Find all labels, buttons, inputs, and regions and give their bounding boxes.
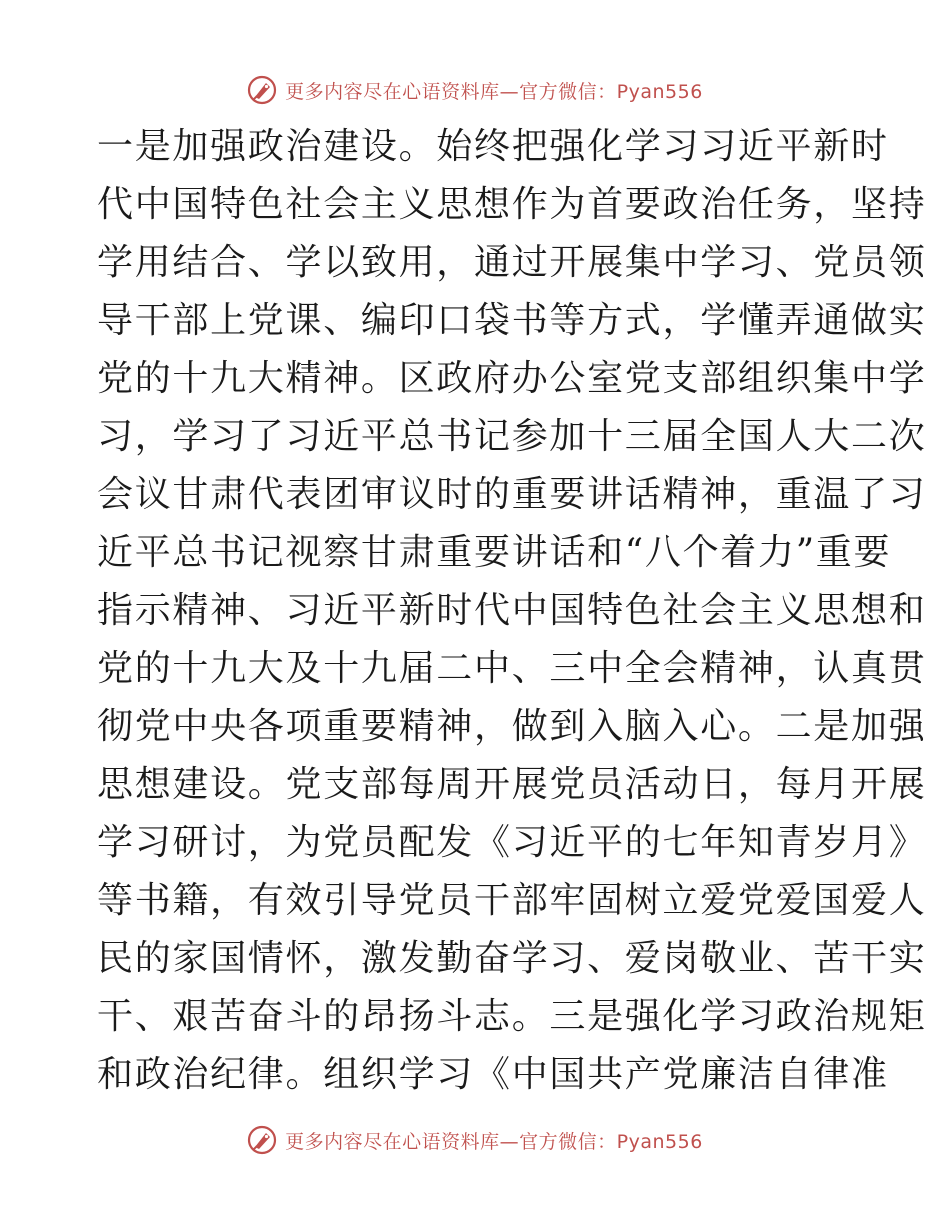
text-line: 习，学习了习近平总书记参加十三届全国人大二次: [97, 416, 927, 457]
text-line: 思想建设。党支部每周开展党员活动日，每月开展: [97, 764, 927, 805]
footer-watermark-text: 更多内容尽在心语资料库—官方微信：Pyan556: [285, 1130, 703, 1153]
text-line: 学习研讨，为党员配发《习近平的七年知青岁月》: [97, 822, 927, 863]
text-line: 近平总书记视察甘肃重要讲话和“八个着力”重要: [97, 532, 892, 573]
text-line: 学用结合、学以致用，通过开展集中学习、党员领: [97, 242, 927, 283]
text-line: 和政治纪律。组织学习《中国共产党廉洁自律准: [97, 1054, 889, 1095]
text-line: 党的十九大及十九届二中、三中全会精神，认真贯: [97, 648, 927, 689]
text-line: 一是加强政治建设。始终把强化学习习近平新时: [97, 126, 889, 167]
text-line: 彻党中央各项重要精神，做到入脑入心。二是加强: [97, 706, 927, 747]
text-line: 等书籍，有效引导党员干部牢固树立爱党爱国爱人: [97, 880, 927, 921]
text-line: 指示精神、习近平新时代中国特色社会主义思想和: [97, 590, 927, 631]
pen-nib-logo-icon: [247, 1125, 277, 1155]
text-line: 党的十九大精神。区政府办公室党支部组织集中学: [97, 358, 927, 399]
document-body: [97, 118, 927, 1104]
text-line: 干、艰苦奋斗的昂扬斗志。三是强化学习政治规矩: [97, 996, 927, 1037]
text-line: 民的家国情怀，激发勤奋学习、爱岗敬业、苦干实: [97, 938, 927, 979]
header-watermark-text: 更多内容尽在心语资料库—官方微信：Pyan556: [285, 80, 703, 103]
header-watermark: [0, 70, 950, 110]
text-line: 导干部上党课、编印口袋书等方式，学懂弄通做实: [97, 300, 927, 341]
text-line: 代中国特色社会主义思想作为首要政治任务，坚持: [97, 184, 927, 225]
pen-nib-logo-icon: [247, 75, 277, 105]
text-line: 会议甘肃代表团审议时的重要讲话精神，重温了习: [97, 474, 927, 515]
footer-watermark: [0, 1120, 950, 1160]
